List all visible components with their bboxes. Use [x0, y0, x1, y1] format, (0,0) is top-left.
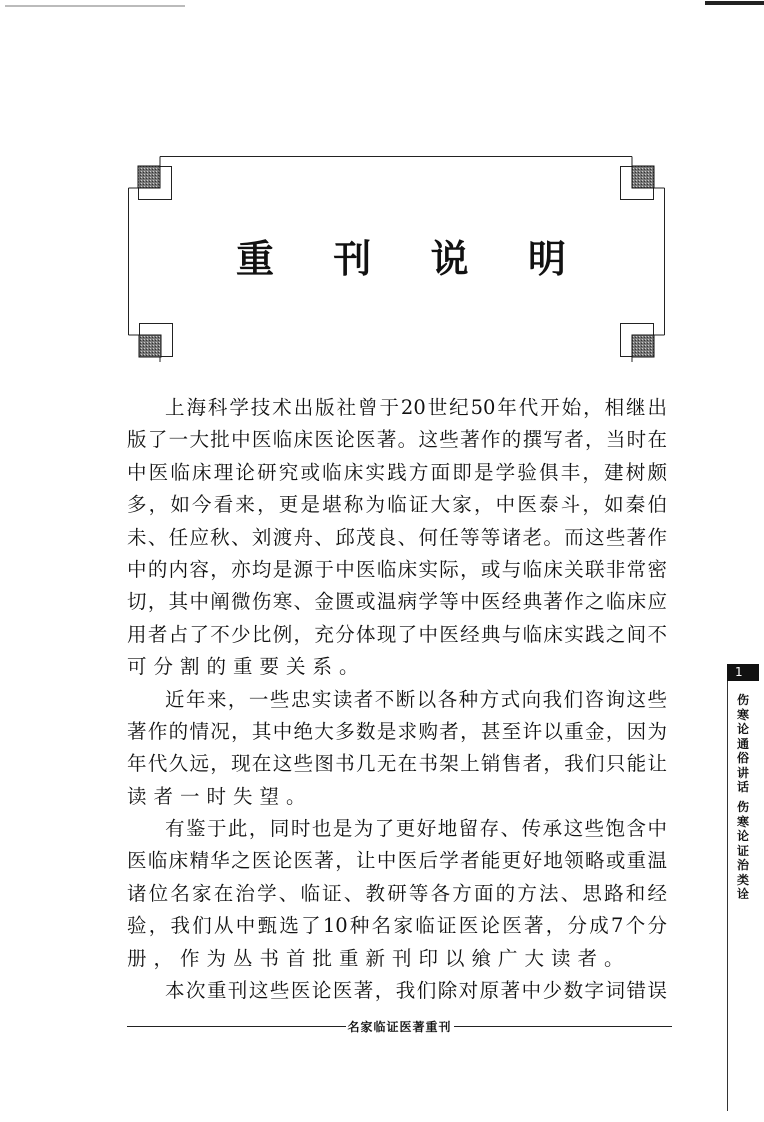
text-line: 版了一大批中医临床医论医著。这些著作的撰写者，当时在 [127, 428, 667, 452]
text-line: 册，作为丛书首批重新刊印以飨广大读者。 [127, 946, 631, 970]
side-book-title: 伤寒论证治类诠 [736, 800, 749, 901]
footer-rule [127, 1026, 346, 1027]
side-rule [727, 681, 728, 1111]
text-line: 本次重刊这些医论医著，我们除对原著中少数字词错误 [165, 979, 667, 1003]
text-line: 中的内容，亦均是源于中医临床实际，或与临床关联非常密 [127, 557, 667, 581]
text-line: 读者一时失望。 [127, 784, 313, 808]
corner-ornament [138, 166, 160, 188]
page-title [236, 228, 566, 283]
title-char: 明 [527, 237, 566, 281]
title-char: 说 [430, 237, 469, 281]
text-line: 切，其中阐微伤寒、金匮或温病学等中医经典著作之临床应 [127, 590, 667, 614]
text-line: 医临床精华之医论医著，让中医后学者能更好地领略或重温 [127, 849, 667, 873]
body-text [127, 392, 667, 1007]
title-frame [0, 0, 764, 400]
text-line: 上海科学技术出版社曾于20世纪50年代开始，相继出 [165, 396, 667, 419]
page-number: 1 [727, 664, 759, 681]
corner-ornament [632, 166, 654, 188]
text-line: 中医临床理论研究或临床实践方面即是学验俱丰，建树颇 [127, 460, 667, 484]
corner-ornament [139, 335, 161, 357]
text-line: 多，如今看来，更是堪称为临证大家，中医泰斗，如秦伯 [127, 493, 667, 517]
text-line: 近年来，一些忠实读者不断以各种方式向我们咨询这些 [165, 687, 667, 711]
series-name: 名家临证医著重刊 [347, 1020, 452, 1034]
running-footer [127, 1018, 672, 1035]
text-line: 有鉴于此，同时也是为了更好地留存、传承这些饱含中 [165, 817, 667, 841]
title-char: 重 [236, 237, 275, 281]
text-line: 未、任应秋、刘渡舟、邱茂良、何任等等诸老。而这些著作 [127, 525, 667, 549]
text-line: 著作的情况，其中绝大多数是求购者，甚至许以重金，因为 [127, 719, 667, 743]
title-char: 刊 [333, 237, 372, 281]
text-line: 可分割的重要关系。 [127, 655, 366, 679]
footer-rule [454, 1026, 673, 1027]
text-line: 诸位名家在治学、临证、教研等各方面的方法、思路和经 [127, 881, 667, 905]
text-line: 年代久远，现在这些图书几无在书架上销售者，我们只能让 [127, 752, 667, 776]
corner-ornament [632, 335, 654, 357]
text-line: 验，我们从中甄选了10种名家临证医论医著，分成7个分 [127, 914, 667, 938]
text-line: 用者占了不少比例，充分体现了中医经典与临床实践之间不 [127, 622, 667, 646]
side-book-title: 伤寒论通俗讲话 [736, 693, 749, 794]
